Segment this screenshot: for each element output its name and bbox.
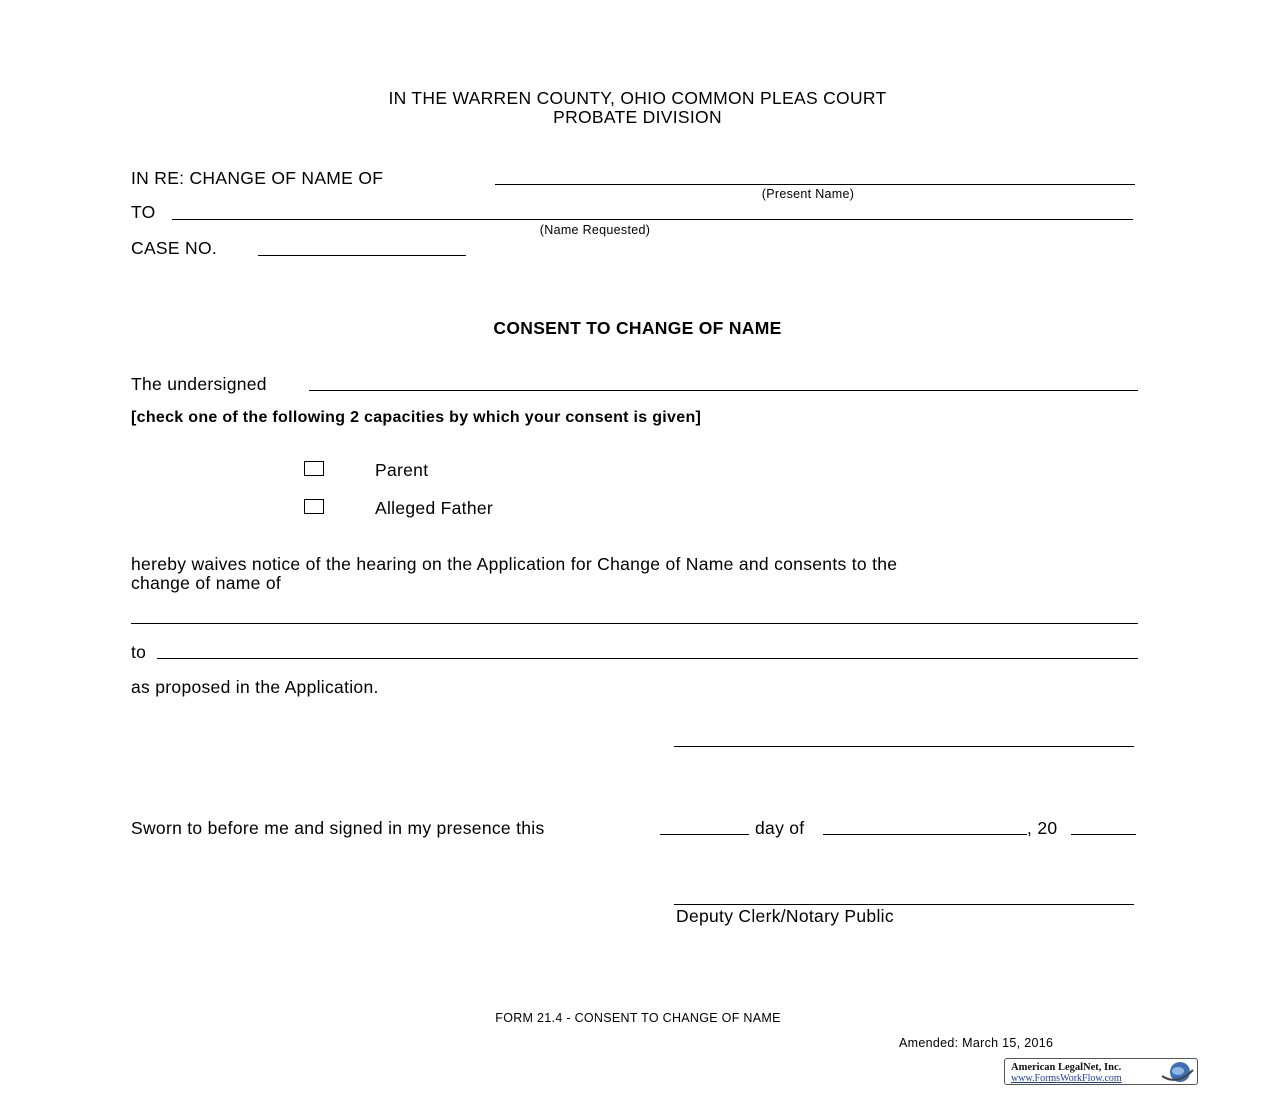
to-label: TO (131, 202, 156, 222)
alleged-father-option-label: Alleged Father (375, 498, 494, 518)
sworn-day-of-label: day of (755, 818, 805, 838)
undersigned-label: The undersigned (131, 374, 267, 394)
sworn-day-field[interactable] (660, 834, 749, 835)
notary-label: Deputy Clerk/Notary Public (676, 906, 894, 926)
division-title: PROBATE DIVISION (553, 107, 722, 127)
logo-company-name: American LegalNet, Inc. (1011, 1062, 1122, 1073)
undersigned-name-field[interactable] (309, 390, 1138, 391)
sworn-year-label: , 20 (1027, 818, 1058, 838)
waiver-text-line1: hereby waives notice of the hearing on the Application for Change of Name and consents to the (131, 554, 898, 574)
sworn-year-field[interactable] (1071, 834, 1136, 835)
sworn-text: Sworn to before me and signed in my presence this (131, 818, 545, 838)
alleged-father-checkbox[interactable] (304, 499, 324, 514)
to-label-body: to (131, 642, 147, 662)
sworn-month-field[interactable] (823, 834, 1027, 835)
case-no-field[interactable] (258, 255, 466, 256)
present-name-hint: (Present Name) (761, 187, 855, 201)
minor-requested-name-field[interactable] (157, 658, 1138, 659)
minor-present-name-field[interactable] (131, 623, 1138, 624)
court-title: IN THE WARREN COUNTY, OHIO COMMON PLEAS COURT (388, 88, 887, 108)
name-requested-field[interactable] (172, 219, 1133, 220)
proposed-text: as proposed in the Application. (131, 677, 379, 697)
in-re-label: IN RE: CHANGE OF NAME OF (131, 168, 384, 188)
parent-checkbox[interactable] (304, 461, 324, 476)
american-legalnet-logo[interactable] (1004, 1058, 1198, 1085)
waiver-text-line2: change of name of (131, 573, 282, 593)
amended-date: Amended: March 15, 2016 (899, 1036, 1054, 1050)
case-no-label: CASE NO. (131, 238, 218, 258)
document-title: CONSENT TO CHANGE OF NAME (493, 318, 782, 338)
present-name-field[interactable] (495, 184, 1135, 185)
form-number-footer: FORM 21.4 - CONSENT TO CHANGE OF NAME (495, 1011, 781, 1025)
notary-signature-line[interactable] (674, 904, 1134, 905)
parent-option-label: Parent (375, 460, 429, 480)
logo-url-link[interactable]: www.FormsWorkFlow.com (1011, 1073, 1122, 1084)
consenting-signature-line[interactable] (674, 746, 1134, 747)
capacity-instruction: [check one of the following 2 capacities by which your consent is given] (131, 409, 702, 426)
globe-icon (1160, 1060, 1194, 1084)
name-requested-hint: (Name Requested) (539, 223, 651, 237)
